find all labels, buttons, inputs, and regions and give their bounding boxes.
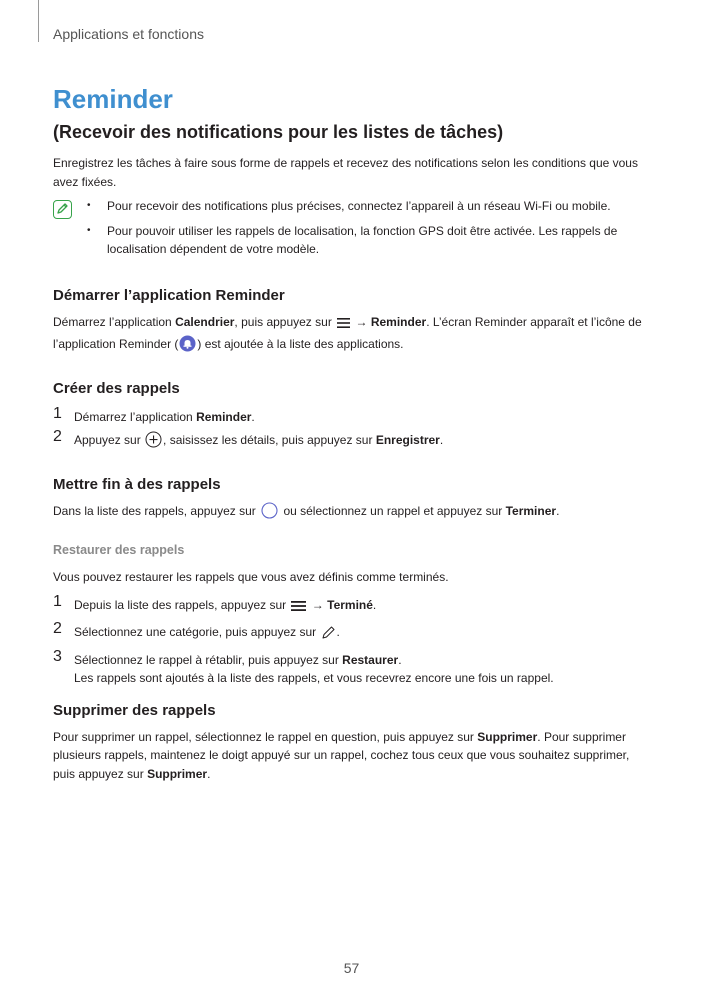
page-title: Reminder	[53, 84, 173, 114]
section-header: Applications et fonctions	[53, 26, 204, 42]
page-content	[53, 82, 651, 783]
intro-paragraph: Enregistrez les tâches à faire sous forme de rappels et recevez des notifications selon les conditions que vous avez fixées.	[53, 156, 638, 189]
page-subtitle: (Recevoir des notifications pour les listes de tâches)	[53, 122, 504, 142]
step-detail: Les rappels sont ajoutés à la liste des rappels, et vous recevrez encore une fois un rappel.	[74, 671, 554, 685]
add-circle-icon	[145, 431, 162, 454]
restore-steps	[53, 592, 651, 688]
heading-create: Créer des rappels	[53, 379, 180, 397]
empty-circle-icon	[260, 502, 279, 525]
margin-rule	[38, 0, 39, 42]
step-item: 1 Depuis la liste des rappels, appuyez sur → Terminé.	[53, 596, 651, 619]
heading-finish: Mettre fin à des rappels	[53, 475, 221, 493]
step-item: 3 Sélectionnez le rappel à rétablir, puis appuyez sur Restaurer. Les rappels sont ajoutés à la liste des rappels, et vous recevrez encore une fois un rappel.	[53, 651, 651, 688]
start-paragraph: Démarrez l’application Calendrier, puis appuyez sur → Reminder. L’écran Reminder apparaît et l’icône de l’application Reminder ( ) est ajoutée à la liste des applications.	[53, 313, 651, 358]
menu-icon	[290, 599, 307, 619]
step-item: 2 Appuyez sur , saisissez les détails, puis appuyez sur Enregistrer.	[53, 431, 651, 454]
finish-paragraph: Dans la liste des rappels, appuyez sur ou sélectionnez un rappel et appuyez sur Terminer.	[53, 502, 651, 525]
step-item: 1 Démarrez l’application Reminder.	[53, 404, 255, 424]
create-steps	[53, 404, 651, 454]
restore-intro: Vous pouvez restaurer les rappels que vous avez définis comme terminés.	[53, 570, 449, 584]
heading-restore: Restaurer des rappels	[53, 543, 185, 557]
note-list	[107, 197, 651, 265]
menu-icon	[336, 316, 351, 336]
note-item: • Pour pouvoir utiliser les rappels de localisation, la fonction GPS doit être activée. Les rappels de localisation dépendent de votre modèle.	[107, 222, 651, 259]
note-block	[53, 197, 651, 265]
pencil-icon	[321, 625, 336, 646]
page-number: 57	[343, 960, 360, 976]
heading-delete: Supprimer des rappels	[53, 701, 216, 719]
heading-start-app: Démarrer l’application Reminder	[53, 286, 285, 304]
note-item: • Pour recevoir des notifications plus précises, connectez l’appareil à un réseau Wi-Fi ou mobile.	[107, 197, 651, 216]
step-item: 2 Sélectionnez une catégorie, puis appuyez sur .	[53, 623, 651, 646]
delete-paragraph: Pour supprimer un rappel, sélectionnez le rappel en question, puis appuyez sur Supprimer. Pour supprimer plusieurs rappels, maintenez le doigt appuyé sur un rappel, cochez tous ceux que vous souhaitez supprimer, puis appuyez sur Supprimer.	[53, 729, 630, 781]
note-pencil-icon	[53, 200, 72, 219]
reminder-app-icon	[179, 335, 196, 358]
